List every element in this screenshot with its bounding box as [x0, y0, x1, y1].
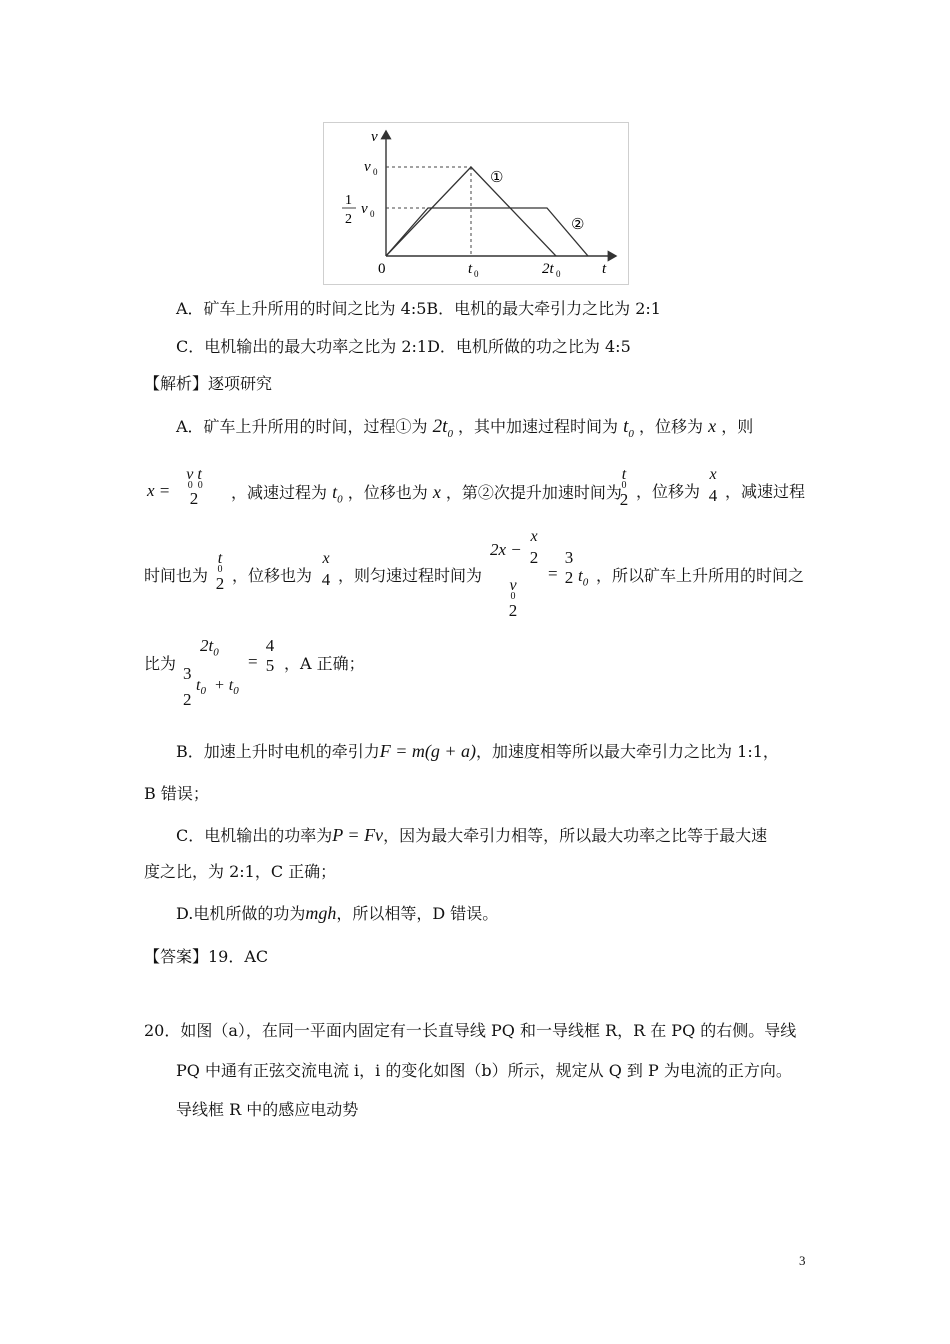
a2-text-4: ，位移为 — [636, 482, 701, 501]
analysis-c-line-2: 度之比，为 2:1，C 正确； — [144, 862, 337, 881]
d-text-pre: D.电机所做的功为 — [176, 904, 306, 923]
a1-text-post: ，位移为 — [639, 417, 704, 436]
a4-text-1: 比为 — [144, 654, 177, 673]
analysis-a-line-1 — [176, 416, 753, 444]
a4-num-2t0: $2t_0$ — [200, 636, 219, 659]
a2-t0: $t_0$ — [332, 482, 343, 506]
a2-frac-t0-2: t 0 2 — [619, 466, 629, 509]
half-label-den: 2 — [345, 212, 352, 227]
a3-frac-t0-2: t 0 2 — [215, 550, 225, 593]
options-line-1: A．矿车上升所用的时间之比为 4:5B．电机的最大牵引力之比为 2:1 — [176, 299, 661, 318]
a1-text-pre: A．矿车上升所用的时间，过程①为 — [176, 417, 428, 436]
c-text-post: ，因为最大牵引力相等，所以最大功率之比等于最大速 — [383, 826, 768, 845]
d-formula: mgh — [305, 903, 337, 923]
a1-text-end: ，则 — [721, 417, 754, 436]
page-number: 3 — [799, 1253, 806, 1268]
a3-num-frac-x-2: x 2 — [529, 528, 539, 567]
a3-frac-3-2: 3 2 — [564, 548, 574, 587]
a1-t0: $t_0$ — [623, 416, 634, 440]
a3-text-1: 时间也为 — [144, 566, 209, 585]
analysis-a-line-2 — [231, 482, 622, 510]
c-formula: P = Fv — [332, 825, 384, 845]
a2-x: x — [432, 482, 441, 502]
a4-den-2: 2 — [183, 690, 192, 709]
v0-label-sub: 0 — [373, 167, 378, 177]
a3-frac-x-4: x 4 — [321, 550, 331, 589]
a1-2t0: $2t_0$ — [432, 416, 453, 440]
b-formula: F = m(g + a) — [379, 741, 477, 761]
t0-label: t — [468, 261, 473, 277]
a3-eq: = — [548, 564, 558, 583]
analysis-c-line-1 — [176, 825, 767, 846]
a4-den-plus-t0: + $t_0$ — [214, 677, 239, 698]
vt-graph-svg — [324, 123, 628, 284]
a2-text-5: ，减速过程 — [725, 482, 806, 501]
curve-2-line — [386, 208, 588, 256]
t-axis-label: t — [602, 261, 607, 277]
a3-text-2: ，位移也为 — [232, 566, 313, 585]
v-axis-label: v — [371, 129, 378, 145]
2t0-label: 2t — [542, 261, 554, 277]
analysis-b-line-2: B 错误； — [144, 784, 209, 803]
curve-1-label: ① — [490, 170, 504, 186]
a3-num-2x-minus: 2x − — [490, 540, 522, 559]
curve-2-label: ② — [571, 217, 585, 233]
a3-den-frac-v0-2: v 0 2 — [508, 577, 518, 620]
origin-label: 0 — [378, 261, 386, 277]
options-line-2: C．电机输出的最大功率之比为 2:1D．电机所做的功之比为 4:5 — [176, 337, 631, 356]
d-text-post: ，所以相等，D 错误。 — [336, 904, 499, 923]
q20-line-3: 导线框 R 中的感应电动势 — [176, 1100, 359, 1119]
a2-frac-v0t0: v t 0 0 2 — [186, 466, 203, 508]
half-label-num: 1 — [345, 193, 352, 208]
q20-line-2: PQ 中通有正弦交流电流 i，i 的变化如图（b）所示，规定从 Q 到 P 为电流的正方向。 — [176, 1061, 792, 1080]
a2-text-3: ，第②次提升加速时间为 — [445, 483, 622, 502]
c-text-pre: C．电机输出的功率为 — [176, 826, 333, 845]
a4-text-2: ，A 正确； — [284, 654, 365, 673]
a2-frac-x-4: x 4 — [708, 466, 718, 505]
b-text-pre: B．加速上升时电机的牵引力 — [176, 742, 380, 761]
a4-frac-4-5: 4 5 — [265, 636, 275, 675]
b-text-post: ，加速度相等所以最大牵引力之比为 1:1， — [476, 742, 779, 761]
a3-t0: $t_0$ — [578, 566, 589, 589]
analysis-d-line — [176, 903, 498, 924]
t0-label-sub: 0 — [474, 269, 479, 279]
a4-den-3: 3 — [183, 664, 192, 683]
vt-graph-figure — [323, 122, 629, 285]
a3-text-3: ，则匀速过程时间为 — [338, 566, 483, 585]
half-v0-label-sub: 0 — [370, 209, 375, 219]
a4-eq: = — [248, 652, 258, 671]
a2-x-eq: x = — [147, 481, 171, 500]
a1-x: x — [708, 416, 717, 436]
analysis-b-line-1 — [176, 741, 779, 762]
half-v0-label: v — [361, 201, 368, 217]
2t0-label-sub: 0 — [556, 269, 561, 279]
a4-den-t0: $t_0$ — [196, 677, 206, 698]
q20-line-1: 20．如图（a），在同一平面内固定有一长直导线 PQ 和一导线框 R，R 在 PQ 的右侧。导线 — [144, 1021, 797, 1040]
a3-text-4: ，所以矿车上升所用的时间之 — [596, 566, 805, 585]
a1-text-mid: ，其中加速过程时间为 — [458, 417, 619, 436]
analysis-heading: 【解析】逐项研究 — [144, 374, 273, 393]
a2-text-2: ，位移也为 — [347, 483, 428, 502]
v0-label: v — [364, 159, 371, 175]
a2-text-1: ，减速过程为 — [231, 483, 328, 502]
answer-line: 【答案】19．AC — [144, 947, 269, 966]
